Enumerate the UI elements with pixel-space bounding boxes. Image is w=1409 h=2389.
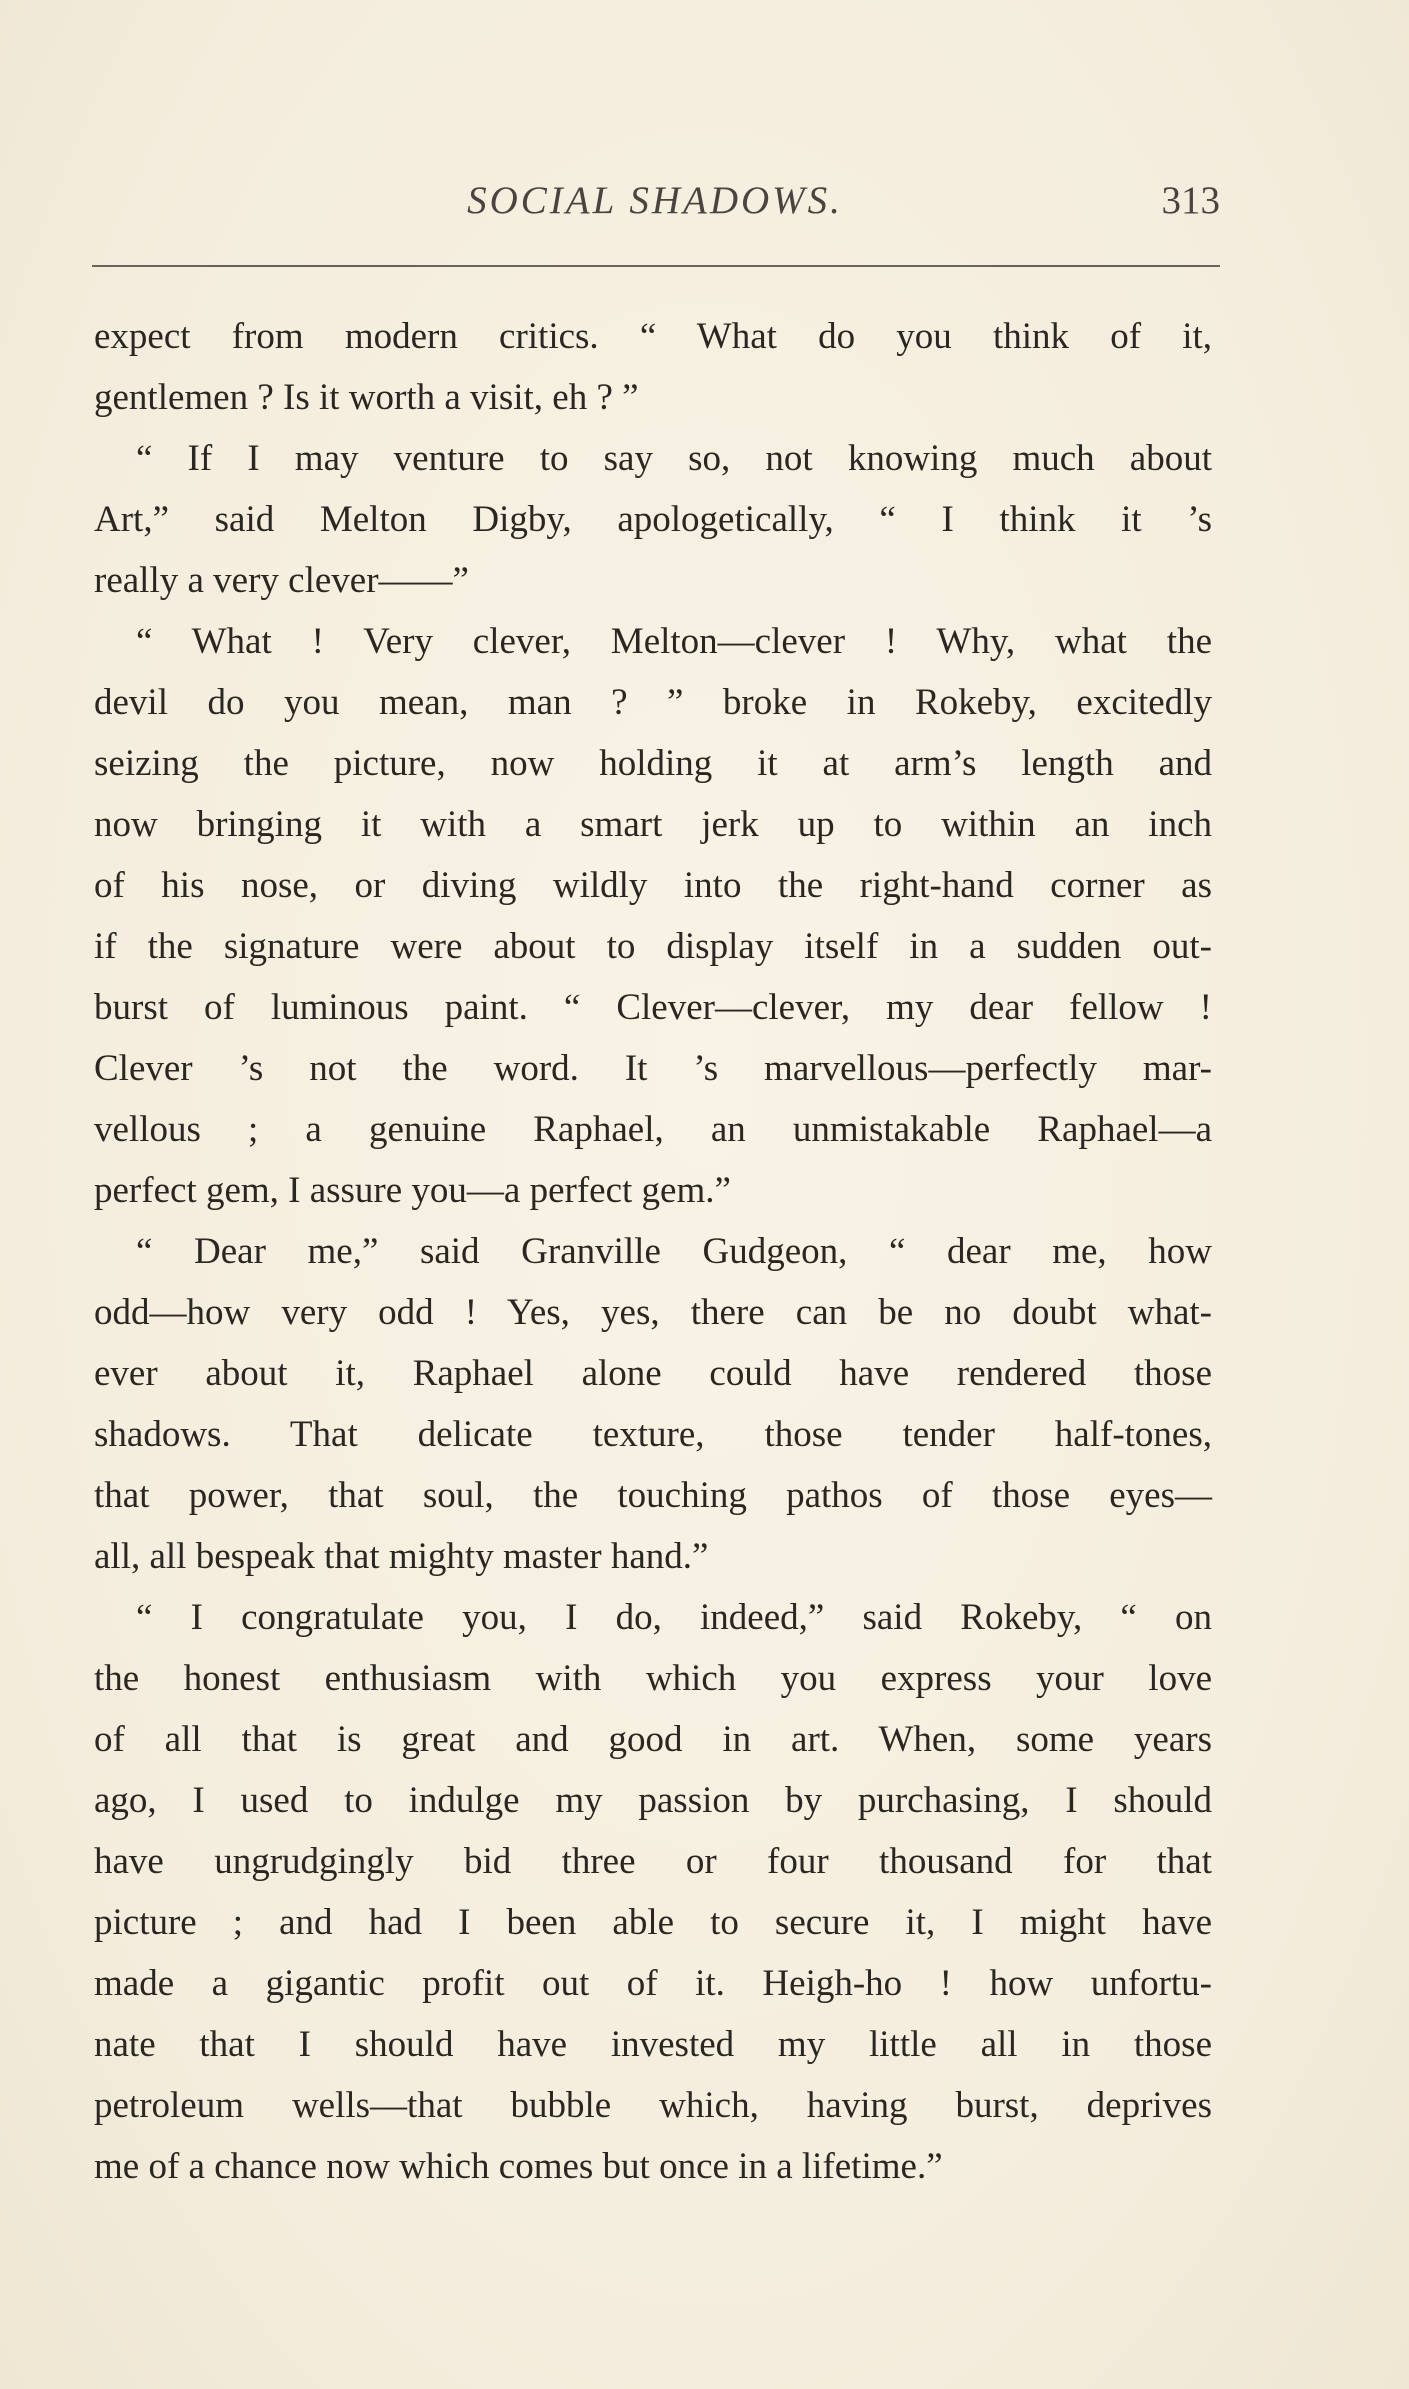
text-line: “ If I may venture to say so, not knowing much about [136,438,1212,479]
text-line: that power, that soul, the touching pathos of those eyes— [94,1475,1212,1516]
text-line: devil do you mean, man ? ” broke in Rokeby, excitedly [94,682,1212,723]
text-line: Clever ’s not the word. It ’s marvellous—perfectly mar- [94,1048,1212,1089]
text-line: ever about it, Raphael alone could have rendered those [94,1353,1212,1394]
text-line: seizing the picture, now holding it at arm’s length and [94,743,1212,784]
text-line: really a very clever——” [94,560,469,601]
running-title: SOCIAL SHADOWS. [467,179,843,222]
text-line: have ungrudgingly bid three or four thousand for that [94,1841,1212,1882]
text-line: “ What ! Very clever, Melton—clever ! Why, what the [136,621,1212,662]
text-line: perfect gem, I assure you—a perfect gem.” [94,1170,731,1211]
text-line: burst of luminous paint. “ Clever—clever, my dear fellow ! [94,987,1212,1028]
header-rule [92,265,1220,267]
text-line: gentlemen ? Is it worth a visit, eh ? ” [94,377,639,418]
text-line: odd—how very odd ! Yes, yes, there can be no doubt what- [94,1292,1212,1333]
text-line: made a gigantic profit out of it. Heigh-ho ! how unfortu- [94,1963,1212,2004]
text-line: “ I congratulate you, I do, indeed,” said Rokeby, “ on [136,1597,1212,1638]
text-line: the honest enthusiasm with which you express your love [94,1658,1212,1699]
text-line: if the signature were about to display itself in a sudden out- [94,926,1212,967]
text-line: ago, I used to indulge my passion by purchasing, I should [94,1780,1212,1821]
page-number: 313 [1161,179,1220,222]
text-line: nate that I should have invested my little all in those [94,2024,1212,2065]
text-line: all, all bespeak that mighty master hand.” [94,1536,709,1577]
body-text [94,306,1212,2197]
text-line: “ Dear me,” said Granville Gudgeon, “ dear me, how [136,1231,1212,1272]
text-line: petroleum wells—that bubble which, having burst, deprives [94,2085,1212,2126]
text-line: of his nose, or diving wildly into the right-hand corner as [94,865,1212,906]
text-line: Art,” said Melton Digby, apologetically, “ I think it ’s [94,499,1212,540]
text-line: expect from modern critics. “ What do you think of it, [94,316,1212,357]
text-line: picture ; and had I been able to secure it, I might have [94,1902,1212,1943]
text-line: me of a chance now which comes but once in a lifetime.” [94,2146,943,2187]
page-header [90,170,1220,230]
text-line: of all that is great and good in art. When, some years [94,1719,1212,1760]
text-line: shadows. That delicate texture, those tender half-tones, [94,1414,1212,1455]
text-line: vellous ; a genuine Raphael, an unmistakable Raphael—a [94,1109,1212,1150]
text-line: now bringing it with a smart jerk up to within an inch [94,804,1212,845]
